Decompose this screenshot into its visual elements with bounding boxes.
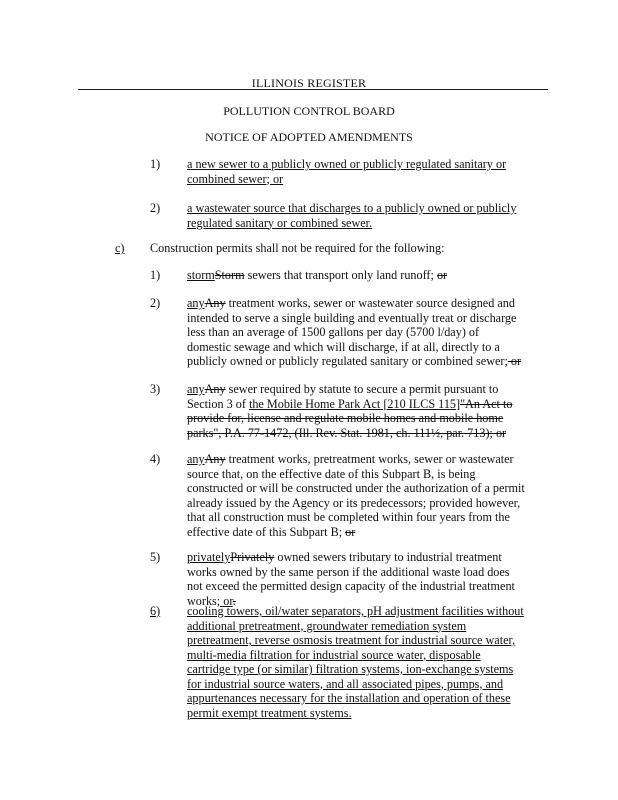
item-number: 3) <box>150 382 161 396</box>
item-text: anyAny sewer required by statute to secure a permit pursuant to Section 3 of the Mobile Home Park Act [210 ILCS 115]"An Act to provide for, license and regulate mobile homes and mobile home parks", P.A. 77-1472, (Ill. Rev. Stat. 1981, ch. 111½, par. 713); or <box>187 382 513 440</box>
running-header-register: ILLINOIS REGISTER <box>251 76 367 90</box>
item-number: 5) <box>150 550 161 564</box>
item-text: stormStorm sewers that transport only land runoff; or <box>187 268 448 282</box>
item-text <box>187 604 525 720</box>
item-text: anyAny treatment works, sewer or wastewater source designed and intended to serve a single building and eventually treat or discharge less than an average of 1500 gallons per day (5700 l/day) of domestic sewage and which will discharge, if at all, directly to a publicly owned or publicly regulated sanitary or combined sewer; or <box>187 296 522 368</box>
item-text: anyAny treatment works, pretreatment works, sewer or wastewater source that, on the effective date of this Subpart B, is being constructed or will be constructed under the authorization of a permit already issued by the Agency or its predecessors; provided however, that all construction must be completed within four years from the effective date of this Subpart B; or <box>187 452 525 539</box>
section-text: Construction permits shall not be required for the following: <box>150 241 445 255</box>
item-number: 1) <box>150 268 161 282</box>
header-rule <box>78 89 548 90</box>
item-text: privatelyPrivately owned sewers tributary to industrial treatment works owned by the same person if the additional waste load does not exceed the permitted design capacity of the industrial treatment works; or. <box>187 550 515 608</box>
item-text <box>187 201 525 230</box>
item-number: 1) <box>150 157 161 171</box>
item-number: 2) <box>150 296 161 310</box>
running-header-notice: NOTICE OF ADOPTED AMENDMENTS <box>205 130 413 144</box>
item-text <box>187 157 525 186</box>
item-number: 2) <box>150 201 161 215</box>
section-label: c) <box>115 241 125 255</box>
item-number: 6) <box>150 604 161 618</box>
inserted-text: cooling towers, oil/water separators, pH adjustment facilities without additional pretreatment, groundwater remediation system pretreatment, reverse osmosis treatment for industrial source water, multi-media filtration for industrial source water, disposable cartridge type (or similar) filtration systems, ion-exchange systems for industrial source waters, and all associated pipes, pumps, and appurtenances necessary for the installation and operation of these permit exempt treatment systems. <box>187 604 524 720</box>
running-header-board: POLLUTION CONTROL BOARD <box>223 104 395 118</box>
inserted-text: a new sewer to a publicly owned or publicly regulated sanitary or combined sewer; or <box>187 157 507 186</box>
item-number: 4) <box>150 452 161 466</box>
inserted-text: a wastewater source that discharges to a publicly owned or publicly regulated sanitary or combined sewer. <box>187 201 517 230</box>
